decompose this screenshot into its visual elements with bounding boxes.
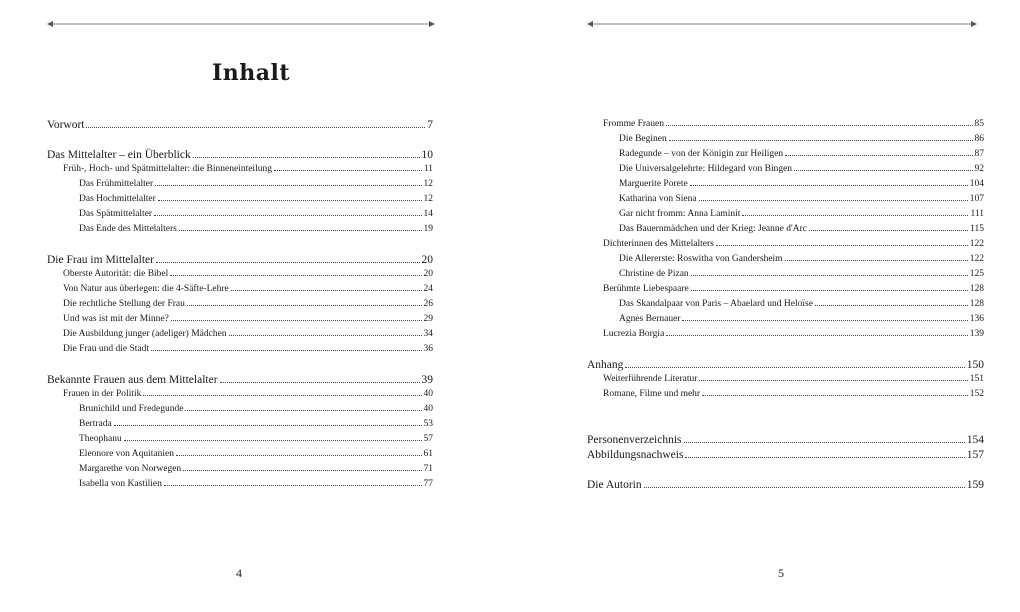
toc-entry-page: 12 (423, 194, 433, 204)
toc-entry-page: 85 (974, 119, 984, 129)
top-ornament-rule (47, 18, 435, 30)
toc-entry (47, 194, 433, 204)
toc-entry-page: 34 (423, 329, 433, 339)
dot-leader (625, 367, 964, 368)
page-title: Inhalt (212, 60, 291, 86)
page-number: 4 (236, 566, 242, 580)
toc-entry (47, 449, 433, 459)
toc-entry (47, 464, 433, 474)
toc-entry-title: Fromme Frauen (603, 119, 664, 129)
toc-entry (47, 314, 433, 324)
toc-entry-page: 29 (423, 314, 433, 324)
dot-leader (691, 275, 968, 276)
dot-leader (682, 320, 967, 321)
dot-leader (699, 200, 968, 201)
dot-leader (794, 170, 972, 171)
dot-leader (114, 425, 422, 426)
toc-entry-page: 122 (969, 239, 984, 249)
toc-entry (587, 284, 984, 294)
toc-entry-title: Gar nicht fromm: Anna Laminit (619, 209, 741, 219)
toc-entry-page: 36 (423, 344, 433, 354)
toc-entry (47, 389, 433, 399)
toc-entry-page: 20 (423, 269, 433, 279)
dot-leader (183, 470, 421, 471)
toc-entry-page: 40 (423, 389, 433, 399)
dot-leader (785, 155, 972, 156)
toc-entry-page: 154 (966, 434, 984, 446)
dot-leader (742, 215, 968, 216)
dot-leader (699, 380, 967, 381)
toc-entry-title: Früh-, Hoch- und Spätmittelalter: die Binneneinteilung (63, 164, 272, 174)
dot-leader (170, 275, 421, 276)
dot-leader (716, 245, 968, 246)
dot-leader (86, 127, 425, 128)
toc-entry-title: Marguerite Porete (619, 179, 688, 189)
dot-leader (185, 410, 421, 411)
toc-entry-title: Abbildungsnachweis (587, 449, 684, 461)
toc-entry (587, 164, 984, 174)
toc-entry-page: 40 (423, 404, 433, 414)
toc-entry-title: Lucrezia Borgia (603, 329, 665, 339)
toc-entry-title: Berühmte Liebespaare (603, 284, 689, 294)
toc-entry-title: Dichterinnen des Mittelalters (603, 239, 714, 249)
dot-leader (702, 395, 968, 396)
toc-entry-title: Personenverzeichnis (587, 434, 682, 446)
toc-entry-page: 128 (969, 284, 984, 294)
toc-entry (587, 479, 984, 491)
toc-entry-page: 92 (974, 164, 984, 174)
toc-entry-title: Frauen in der Politik (63, 389, 142, 399)
toc-entry (47, 119, 433, 131)
toc-entry-page: 11 (423, 164, 433, 174)
toc-entry-page: 87 (974, 149, 984, 159)
dot-leader (229, 335, 422, 336)
toc-entry-title: Das Hochmittelalter (79, 194, 156, 204)
dot-leader (666, 125, 973, 126)
toc-entry-title: Die Beginen (619, 134, 667, 144)
toc-entry-title: Radegunde – von der Königin zur Heiligen (619, 149, 784, 159)
toc-entry (587, 134, 984, 144)
toc-entry-title: Das Ende des Mittelalters (79, 224, 177, 234)
toc-entry-title: Vorwort (47, 119, 85, 131)
toc-entry (587, 449, 984, 461)
toc-entry-page: 122 (969, 254, 984, 264)
toc-entry-page: 159 (966, 479, 984, 491)
toc-entry-page: 139 (969, 329, 984, 339)
toc-entry-page: 57 (423, 434, 433, 444)
toc-entry-title: Katharina von Siena (619, 194, 697, 204)
toc-entry-page: 24 (423, 284, 433, 294)
toc-entry (587, 389, 984, 399)
top-ornament-rule (587, 18, 977, 30)
dot-leader (274, 170, 422, 171)
toc-entry-title: Das Skandalpaar von Paris – Abaelard und Heloïse (619, 299, 813, 309)
dot-leader (690, 185, 968, 186)
toc-entry (587, 194, 984, 204)
toc-entry (587, 149, 984, 159)
toc-entry (587, 224, 984, 234)
toc-entry-title: Bekannte Frauen aus dem Mittelalter (47, 374, 218, 386)
dot-leader (785, 260, 968, 261)
toc-entry (47, 419, 433, 429)
toc-entry-page: 39 (421, 374, 433, 386)
toc-entry (47, 209, 433, 219)
toc-entry-title: Die Frau im Mittelalter (47, 254, 154, 266)
toc-entry-title: Romane, Filme und mehr (603, 389, 701, 399)
toc-entry-page: 71 (423, 464, 433, 474)
toc-entry (47, 179, 433, 189)
toc-entry (47, 269, 433, 279)
toc-entry-title: Margarethe von Norwegen (79, 464, 182, 474)
dot-leader (669, 140, 973, 141)
toc-entry-page: 10 (421, 149, 433, 161)
toc-entry-title: Die Universalgelehrte: Hildegard von Bingen (619, 164, 793, 174)
toc-entry-title: Bertrada (79, 419, 112, 429)
toc-entry-title: Oberste Autorität: die Bibel (63, 269, 169, 279)
toc-entry-title: Das Mittelalter – ein Überblick (47, 149, 191, 161)
toc-entry-page: 152 (969, 389, 984, 399)
toc-entry (47, 479, 433, 489)
toc-entry-page: 125 (969, 269, 984, 279)
toc-entry-title: Anhang (587, 359, 624, 371)
toc-entry-title: Eleonore von Aquitanien (79, 449, 174, 459)
dot-leader (815, 305, 968, 306)
toc-entry-page: 111 (970, 209, 984, 219)
toc-entry (587, 314, 984, 324)
toc-entry-page: 53 (423, 419, 433, 429)
toc-entry (47, 374, 433, 386)
dot-leader (124, 440, 422, 441)
dot-leader (231, 290, 422, 291)
toc-entry (47, 254, 433, 266)
toc-entry (47, 329, 433, 339)
toc-entry-title: Das Bauernmädchen und der Krieg: Jeanne d'Arc (619, 224, 807, 234)
page-number: 5 (778, 566, 784, 580)
dot-leader (154, 215, 421, 216)
dot-leader (151, 350, 421, 351)
toc-entry (587, 374, 984, 384)
dot-leader (666, 335, 967, 336)
dot-leader (171, 320, 422, 321)
dot-leader (176, 455, 422, 456)
toc-entry (47, 344, 433, 354)
dot-leader (158, 200, 422, 201)
toc-entry-page: 86 (974, 134, 984, 144)
toc-entry (47, 224, 433, 234)
toc-entry (587, 119, 984, 129)
toc-entry-page: 104 (969, 179, 984, 189)
toc-entry-page: 12 (423, 179, 433, 189)
dot-leader (809, 230, 968, 231)
toc-entry-page: 107 (969, 194, 984, 204)
toc-entry-page: 151 (969, 374, 984, 384)
toc-entry (47, 299, 433, 309)
toc-entry-page: 61 (423, 449, 433, 459)
dot-leader (193, 157, 420, 158)
dot-leader (164, 485, 422, 486)
dot-leader (156, 262, 420, 263)
dot-leader (691, 290, 968, 291)
toc-entry-page: 77 (423, 479, 433, 489)
toc-entry (47, 164, 433, 174)
toc-entry-page: 136 (969, 314, 984, 324)
toc-entry-title: Die Ausbildung junger (adeliger) Mädchen (63, 329, 227, 339)
toc-entry (587, 254, 984, 264)
toc-entry-page: 26 (423, 299, 433, 309)
toc-entry-title: Brunichild und Fredegunde (79, 404, 184, 414)
dot-leader (684, 442, 965, 443)
dot-leader (685, 457, 964, 458)
toc-entry-title: Die rechtliche Stellung der Frau (63, 299, 185, 309)
toc-entry-title: Und was ist mit der Minne? (63, 314, 169, 324)
right-page (510, 0, 1020, 612)
dot-leader (155, 185, 421, 186)
toc-entry-page: 150 (966, 359, 984, 371)
toc-entry-title: Das Frühmittelalter (79, 179, 154, 189)
toc-entry (587, 434, 984, 446)
toc-entry (587, 299, 984, 309)
toc-entry-title: Weiterführende Literatur (603, 374, 698, 384)
toc-entry-title: Christine de Pizan (619, 269, 689, 279)
toc-entry (587, 269, 984, 279)
toc-entry (587, 329, 984, 339)
toc-entry-title: Agnes Bernauer (619, 314, 681, 324)
toc-entry-page: 14 (423, 209, 433, 219)
toc-entry-page: 115 (970, 224, 984, 234)
toc-entry (47, 434, 433, 444)
dot-leader (143, 395, 421, 396)
toc-entry-page: 157 (966, 449, 984, 461)
dot-leader (644, 487, 965, 488)
toc-entry-title: Theophanu (79, 434, 122, 444)
toc-entry-title: Die Autorin (587, 479, 642, 491)
toc-entry (47, 149, 433, 161)
toc-entry (47, 404, 433, 414)
toc-entry-page: 128 (969, 299, 984, 309)
toc-entry-title: Von Natur aus überlegen: die 4-Säfte-Lehre (63, 284, 229, 294)
toc-entry-title: Isabella von Kastilien (79, 479, 162, 489)
toc-entry-page: 7 (427, 119, 433, 131)
toc-entry-page: 20 (421, 254, 433, 266)
toc-entry (587, 179, 984, 189)
dot-leader (179, 230, 422, 231)
toc-entry (587, 239, 984, 249)
toc-entry-title: Die Frau und die Stadt (63, 344, 150, 354)
dot-leader (220, 382, 420, 383)
toc-entry-page: 19 (423, 224, 433, 234)
toc-entry (587, 209, 984, 219)
toc-entry-title: Das Spätmittelalter (79, 209, 153, 219)
toc-entry-title: Die Allererste: Roswitha von Gandersheim (619, 254, 783, 264)
dot-leader (187, 305, 422, 306)
toc-entry (47, 284, 433, 294)
toc-entry (587, 359, 984, 371)
